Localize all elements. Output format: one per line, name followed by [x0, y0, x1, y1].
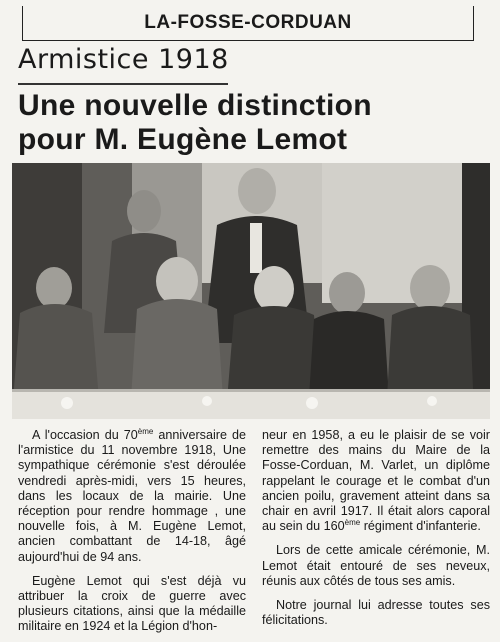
paragraph: Eugène Lemot qui s'est déjà vu attribuer la croix de guerre avec plusieurs citations, ainsi que la médaille militaire en 1924 et la Légion d'hon- [18, 573, 246, 634]
article-photo [12, 163, 490, 419]
article-column-right [262, 428, 490, 628]
headline-line-2: pour M. Eugène Lemot [18, 123, 348, 156]
paragraph: A l'occasion du 70ème anniversaire de l'armistice du 11 novembre 1918, Une sympathique cérémonie s'est déroulée vendredi après-midi, vers 15 heures, dans les locaux de la mairie. Une réception pour rendre hommage , une nouvelle fois, à M. Eugène Lemot, ancien combattant de 14-18, âgé aujourd'hui de 94 ans. [18, 426, 247, 564]
section-header [22, 6, 474, 41]
photo-illustration [12, 163, 490, 419]
headline-line-1: Une nouvelle distinction [18, 89, 372, 122]
section-label: LA-FOSSE-CORDUAN [144, 12, 352, 33]
paragraph: Notre journal lui adresse toutes ses félicitations. [262, 598, 490, 628]
article-kicker: Armistice 1918 [18, 44, 229, 75]
article-column-left [18, 428, 246, 635]
article-headline [18, 89, 488, 157]
kicker-underline [18, 83, 228, 85]
paragraph: neur en 1958, a eu le plaisir de se voir remettre des mains du Maire de la Fosse-Corduan, M. Varlet, un diplôme rappelant le courage et le combat d'un ancien poilu, gravement atteint dans sa chair en avril 1917. Il était alors caporal au sein du 160ème régiment d'infanterie. [262, 428, 490, 534]
paragraph: Lors de cette amicale cérémonie, M. Lemot était entouré de ses neveux, réunis aux côtés de tous ses amis. [262, 543, 490, 588]
